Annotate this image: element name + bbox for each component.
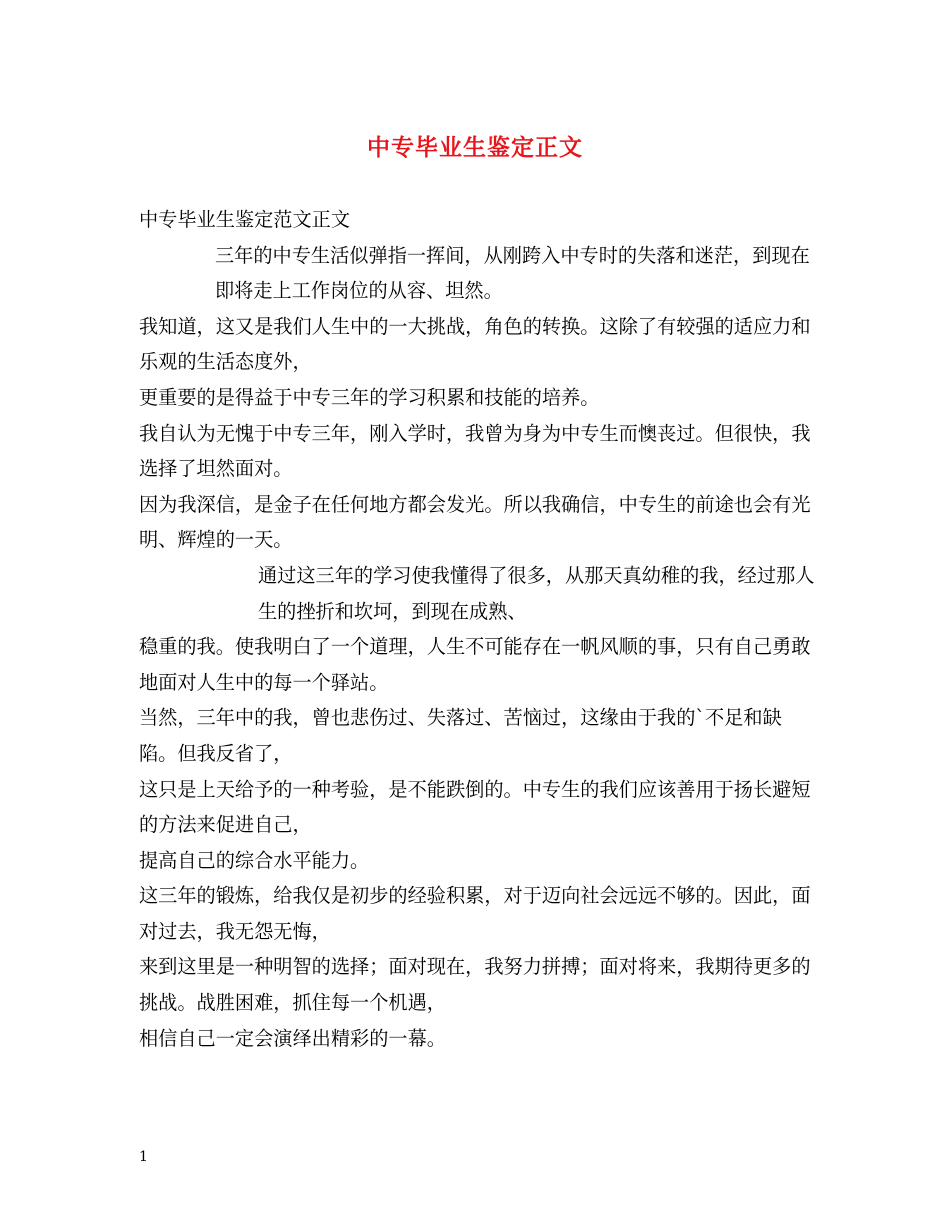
- document-title: 中专毕业生鉴定正文: [367, 134, 583, 161]
- paragraph: 这三年的锻炼，给我仅是初步的经验积累，对于迈向社会远远不够的。因此，面对过去，我无怨无悔，: [139, 884, 811, 943]
- paragraph: 通过这三年的学习使我懂得了很多，从那天真幼稚的我，经过那人生的挫折和坎坷，到现在成熟、: [258, 563, 815, 623]
- page-number: 1: [139, 1149, 148, 1165]
- paragraph: 更重要的是得益于中专三年的学习积累和技能的培养。: [139, 385, 600, 409]
- paragraph: 来到这里是一种明智的选择；面对现在，我努力拼搏；面对将来，我期待更多的挑战。战胜困难，抓住每一个机遇，: [139, 955, 811, 1015]
- paragraph: 相信自己一定会演绎出精彩的一幕。: [139, 1026, 446, 1050]
- document-body: [139, 202, 819, 1056]
- paragraph: 因为我深信，是金子在任何地方都会发光。所以我确信，中专生的前途也会有光明、辉煌的一天。: [139, 492, 811, 552]
- paragraph: 我自认为无愧于中专三年，刚入学时，我曾为身为中专生而懊丧过。但很快，我选择了坦然面对。: [139, 421, 811, 481]
- paragraph: 稳重的我。使我明白了一个道理，人生不可能存在一帆风顺的事，只有自己勇敢地面对人生中的每一个驿站。: [139, 635, 811, 694]
- paragraph: 提高自己的综合水平能力。: [139, 848, 370, 872]
- paragraph: 三年的中专生活似弹指一挥间，从刚跨入中专时的失落和迷茫，到现在即将走上工作岗位的从容、坦然。: [215, 243, 810, 303]
- paragraph-subtitle: 中专毕业生鉴定范文正文: [139, 208, 351, 231]
- paragraph: 我知道，这又是我们人生中的一大挑战，角色的转换。这除了有较强的适应力和乐观的生活态度外，: [139, 314, 811, 374]
- paragraph: 这只是上天给予的一种考验，是不能跌倒的。中专生的我们应该善用于扬长避短的方法来促进自己，: [139, 777, 811, 837]
- paragraph: 当然，三年中的我，曾也悲伤过、失落过、苦恼过，这缘由于我的`不足和缺陷。但我反省了，: [139, 706, 782, 765]
